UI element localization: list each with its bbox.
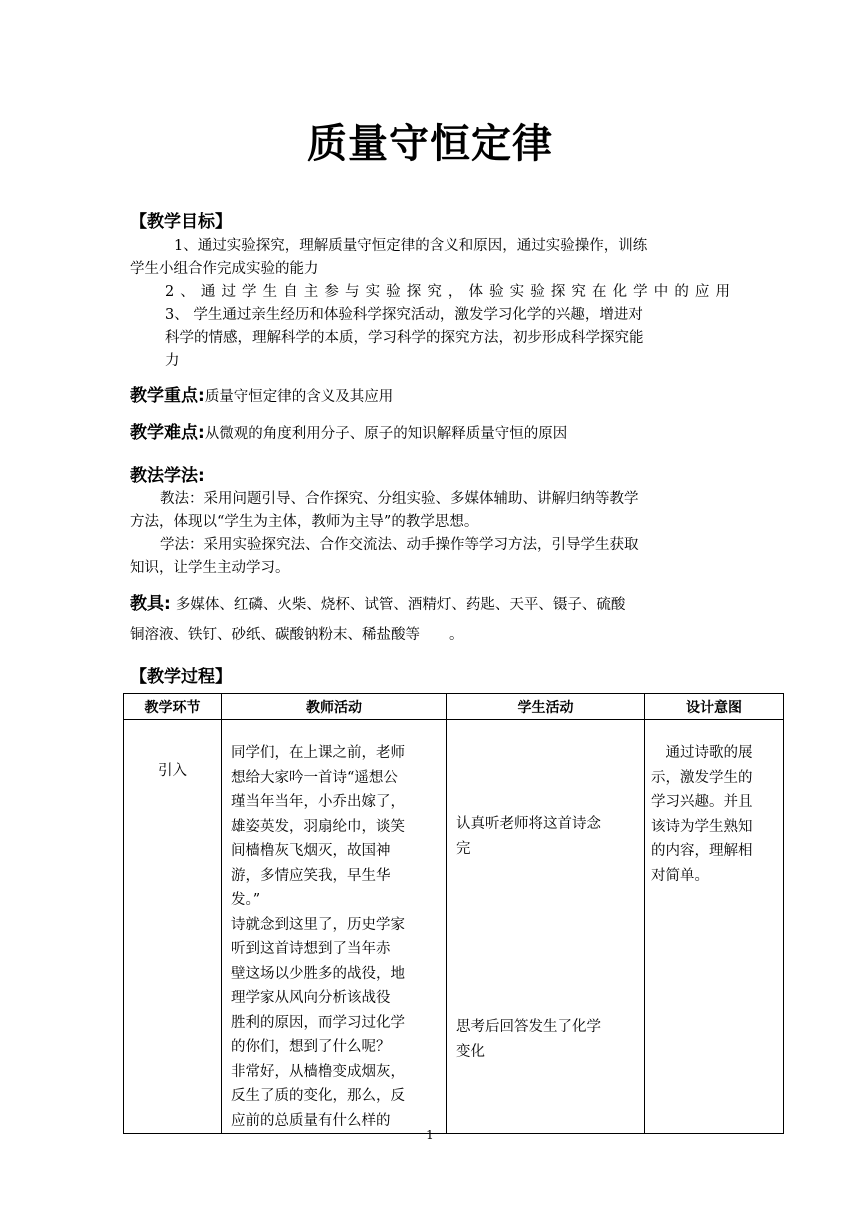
methods-teach-line1: 教法：采用问题引导、合作探究、分组实验、多媒体辅助、讲解归纳等教学 [160, 491, 639, 507]
objective-2: 2、通过学生自主参与实验探究，体验实验探究在化学中的应用 [165, 284, 730, 300]
teacher-line: 胜利的原因，而学习过化学 [231, 1014, 405, 1031]
teacher-line: 听到这首诗想到了当年赤 [231, 941, 391, 957]
intent-line: 的内容，理解相 [651, 843, 753, 859]
methods-learn-line1: 学法：采用实验探究法、合作交流法、动手操作等学习方法，引导学生获取 [160, 537, 639, 553]
cell-student [447, 720, 645, 1134]
tools [130, 589, 625, 617]
cell-teacher [222, 720, 447, 1134]
teacher-line: 想给大家吟一首诗“遥想公 [231, 769, 398, 786]
difficulty-label: 教学难点: [130, 423, 205, 443]
teacher-line: 发。” [231, 892, 261, 908]
objective-1-line1: 1、通过实验探究，理解质量守恒定律的含义和原因，通过实验操作，训练 [174, 238, 648, 254]
process-table [123, 693, 784, 1134]
key-point-label: 教学重点: [130, 386, 205, 406]
teacher-line: 壁这场以少胜多的战役，地 [231, 965, 405, 982]
intent-line: 示，激发学生的 [651, 769, 753, 786]
objectives-heading: 【教学目标】 [130, 212, 232, 232]
student-activity-2 [456, 1015, 601, 1064]
difficulty [130, 418, 567, 446]
teacher-line: 间樯橹灰飞烟灭，故国神 [231, 843, 391, 859]
teacher-line: 反生了质的变化，那么，反 [231, 1088, 405, 1104]
teacher-line: 游，多情应笑我，早生华 [231, 867, 391, 884]
tools-line2: 铜溶液、铁钉、砂纸、碳酸钠粉末、稀盐酸等 。 [130, 627, 464, 643]
cell-stage [124, 720, 222, 1134]
methods-learn-line2: 知识，让学生主动学习。 [130, 560, 290, 576]
student-activity-1 [456, 812, 601, 861]
header-student-activity: 学生活动 [447, 694, 645, 720]
header-stage: 教学环节 [124, 694, 222, 720]
table-row [124, 720, 784, 1134]
teacher-line: 的你们，想到了什么呢？ [231, 1039, 391, 1055]
objective-3-line2: 科学的情感，理解科学的本质，学习科学的探究方法，初步形成科学探究能 [165, 330, 644, 346]
teacher-line: 瑾当年当年，小乔出嫁了， [231, 794, 405, 810]
cell-intent [645, 720, 784, 1134]
methods-label: 教法学法: [130, 466, 205, 486]
intent-line: 通过诗歌的展 [651, 745, 753, 761]
key-point [130, 381, 393, 409]
stage-text: 引入 [158, 763, 187, 779]
page-number: 1 [426, 1128, 434, 1142]
tools-label: 教具: [130, 594, 171, 614]
table-header-row [124, 694, 784, 720]
student-line: 完 [456, 840, 471, 857]
header-teacher-activity: 教师活动 [222, 694, 447, 720]
student-line: 思考后回答发生了化学 [456, 1019, 601, 1035]
process-heading: 【教学过程】 [130, 667, 232, 687]
design-intent-text [645, 720, 783, 888]
teacher-line: 雄姿英发，羽扇纶巾，谈笑 [231, 818, 405, 835]
tools-line1: 多媒体、红磷、火柴、烧杯、试管、酒精灯、药匙、天平、镊子、硫酸 [175, 597, 626, 613]
document-title: 质量守恒定律 [307, 121, 553, 167]
intent-line: 该诗为学生熟知 [651, 818, 753, 835]
intent-line: 对简单。 [651, 867, 709, 884]
methods-teach-line2: 方法，体现以“学生为主体，教师为主导”的教学思想。 [130, 514, 479, 530]
header-design-intent: 设计意图 [645, 694, 784, 720]
student-line: 认真听老师将这首诗念 [456, 816, 601, 832]
teacher-line: 诗就念到这里了，历史学家 [231, 916, 405, 933]
teacher-line: 同学们，在上课之前，老师 [231, 745, 405, 761]
objective-3-line1: 3、 学生通过亲生经历和体验科学探究活动，激发学习化学的兴趣，增进对 [165, 307, 643, 323]
intent-line: 学习兴趣。并且 [651, 794, 753, 810]
student-line: 变化 [456, 1043, 485, 1060]
teacher-line: 理学家从风向分析该战役 [231, 990, 391, 1006]
objective-1-line2: 学生小组合作完成实验的能力 [130, 261, 319, 277]
objective-3-line3: 力 [165, 353, 180, 369]
key-point-text: 质量守恒定律的含义及其应用 [204, 389, 394, 405]
teacher-line: 非常好，从樯橹变成烟灰， [231, 1063, 405, 1080]
teacher-activity-text [222, 720, 446, 1133]
difficulty-text: 从微观的角度利用分子、原子的知识解释质量守恒的原因 [204, 426, 568, 442]
teacher-line: 应前的总质量有什么样的 [231, 1112, 391, 1129]
